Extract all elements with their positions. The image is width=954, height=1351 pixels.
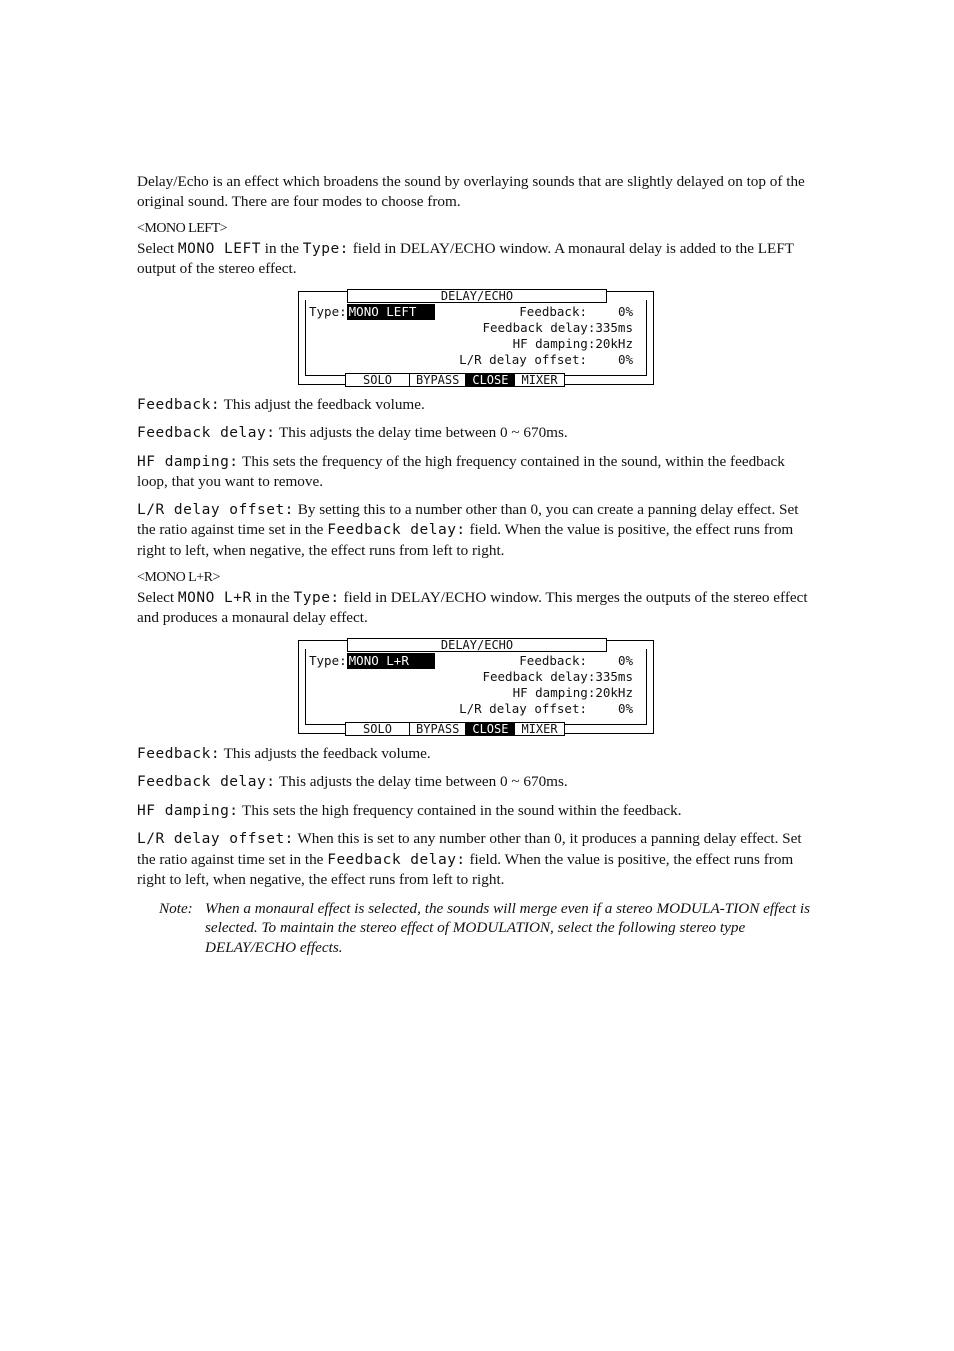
param-hf-damping (137, 452, 819, 492)
param-text: When this is set to any number other than 0, it produces a panning delay effect. Set the ratio against time set in the (137, 830, 802, 868)
param-text: This sets the high frequency contained in the sound within the feedback. (238, 801, 682, 819)
select-paragraph (137, 588, 819, 628)
lcd-feedback-row (519, 304, 633, 320)
param-text: This adjusts the delay time between 0 ~ 670ms. (275, 424, 568, 441)
lcd-feedback-row (519, 653, 633, 669)
solo-button[interactable]: SOLO (345, 373, 409, 387)
lcd-feedback-delay-row (482, 669, 633, 685)
param-term: Feedback: (137, 745, 221, 762)
lcd-hf-damping-value[interactable]: 20kHz (595, 684, 633, 700)
param-term: Feedback: (137, 396, 221, 413)
select-text: Select (137, 239, 178, 257)
param-feedback-delay (137, 423, 819, 444)
param-term: Feedback delay: (327, 851, 466, 868)
lcd-hf-damping-label: HF damping: (512, 684, 596, 700)
lcd-type-row (309, 653, 435, 669)
lcd-hf-damping-value[interactable]: 20kHz (595, 335, 633, 351)
lcd-lr-offset-value[interactable]: 0% (617, 700, 633, 716)
lcd-feedback-value[interactable]: 0% (617, 303, 633, 319)
lcd-type-row (309, 304, 435, 320)
lcd-button-bar (345, 373, 565, 387)
bypass-button[interactable]: BYPASS (409, 373, 465, 387)
param-feedback (137, 395, 819, 416)
document-page (137, 172, 819, 957)
lcd-screen-wrapper (298, 637, 819, 736)
intro-paragraph: Delay/Echo is an effect which broadens the sound by overlaying sounds that are slightly delayed on top of the original sound. There are four modes to choose from. (137, 173, 805, 210)
select-paragraph (137, 239, 819, 279)
param-term: HF damping: (137, 453, 239, 470)
section-heading: <MONO LEFT> (137, 221, 228, 236)
lcd-hf-damping-label: HF damping: (512, 335, 596, 351)
close-button[interactable]: CLOSE (465, 722, 514, 736)
note-text: When a monaural effect is selected, the sounds will merge even if a stereo MODULA-TION effect is selected. To maintain the stereo effect of MODULATION, select the following stereo type DELAY/ECHO effects. (205, 899, 810, 956)
lcd-lr-offset-row (459, 352, 633, 368)
select-text: Select (137, 588, 178, 606)
param-text: This adjust the feedback volume. (220, 395, 425, 413)
bypass-button[interactable]: BYPASS (409, 722, 465, 736)
mode-term: MONO L+R (177, 589, 252, 606)
lcd-lr-offset-value[interactable]: 0% (617, 351, 633, 367)
close-button[interactable]: CLOSE (465, 373, 514, 387)
lcd-feedback-value[interactable]: 0% (617, 652, 633, 668)
param-text: field. When the value is positive, the effect runs from right to left, when negative, the effect runs from left to right. (137, 521, 794, 559)
lcd-screen (298, 637, 654, 736)
param-text: This adjusts the feedback volume. (220, 744, 431, 762)
lcd-feedback-label: Feedback: (519, 303, 587, 319)
lcd-title: DELAY/ECHO (347, 638, 607, 652)
mode-term: MONO LEFT (177, 240, 261, 257)
lcd-feedback-delay-value[interactable]: 335ms (595, 319, 633, 335)
param-lr-delay-offset (137, 829, 819, 890)
section-heading: <MONO L+R> (137, 570, 220, 585)
lcd-screen (298, 288, 654, 387)
lcd-feedback-delay-label: Feedback delay: (482, 319, 596, 335)
select-text: field in DELAY/ECHO window. A monaural delay is added to the LEFT output of the stereo effect. (137, 239, 794, 277)
param-text: This sets the frequency of the high frequency contained in the sound, within the feedback loop, that you want to remove. (137, 452, 785, 490)
select-text: in the (260, 239, 303, 257)
param-feedback-delay (137, 772, 819, 793)
param-text: This adjusts the delay time between 0 ~ 670ms. (275, 773, 568, 790)
param-term: Feedback delay: (137, 774, 276, 790)
param-hf-damping (137, 801, 819, 822)
lcd-screen-wrapper (298, 288, 819, 387)
param-term: L/R delay offset: (137, 831, 294, 847)
solo-button[interactable]: SOLO (345, 722, 409, 736)
select-text: in the (251, 588, 294, 606)
lcd-feedback-label: Feedback: (519, 652, 587, 668)
param-lr-delay-offset (137, 500, 819, 561)
lcd-lr-offset-label: L/R delay offset: (459, 700, 587, 716)
param-text: field. When the value is positive, the effect runs from right to left, when negative, the effect runs from left to right. (137, 850, 794, 888)
lcd-feedback-delay-value[interactable]: 335ms (595, 668, 633, 684)
note-label: Note: (159, 899, 193, 917)
param-term: HF damping: (137, 802, 239, 819)
lcd-lr-offset-label: L/R delay offset: (459, 351, 587, 367)
section-mono-left (137, 219, 819, 560)
mixer-button[interactable]: MIXER (514, 373, 564, 387)
param-term: L/R delay offset: (137, 501, 294, 518)
note-block (137, 899, 819, 958)
lcd-lr-offset-row (459, 701, 633, 717)
lcd-hf-damping-row (513, 685, 633, 701)
lcd-type-label: Type: (309, 303, 347, 319)
lcd-type-value[interactable]: MONO LEFT (347, 304, 435, 320)
param-feedback (137, 744, 819, 765)
lcd-feedback-delay-row (482, 320, 633, 336)
mixer-button[interactable]: MIXER (514, 722, 564, 736)
field-term: Type: (293, 589, 340, 606)
lcd-type-value[interactable]: MONO L+R (347, 653, 435, 669)
lcd-type-label: Type: (309, 652, 347, 668)
param-text: By setting this to a number other than 0, you can create a panning delay effect. Set the ratio against time set in the (137, 500, 799, 538)
param-term: Feedback delay: (327, 522, 466, 538)
lcd-feedback-delay-label: Feedback delay: (482, 668, 596, 684)
section-mono-lr (137, 568, 819, 890)
select-text: field in DELAY/ECHO window. This merges the outputs of the stereo effect and produces a monaural delay effect. (137, 588, 808, 626)
lcd-title: DELAY/ECHO (347, 289, 607, 303)
lcd-hf-damping-row (513, 336, 633, 352)
field-term: Type: (302, 240, 349, 257)
lcd-button-bar (345, 722, 565, 736)
param-term: Feedback delay: (137, 425, 276, 441)
